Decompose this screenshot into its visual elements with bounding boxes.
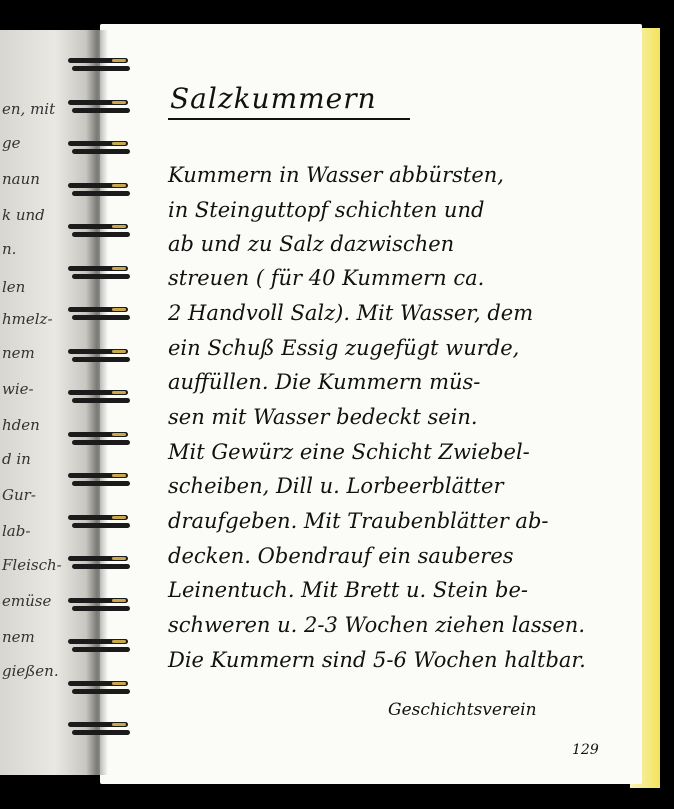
recipe-line: schweren u. 2-3 Wochen ziehen lassen. <box>168 613 585 637</box>
left-page-text: d in <box>2 450 31 468</box>
spiral-coil <box>68 349 130 363</box>
left-page-text: gießen. <box>2 662 59 680</box>
recipe-line: auffüllen. Die Kummern müs- <box>168 370 481 394</box>
recipe-line: Leinentuch. Mit Brett u. Stein be- <box>168 578 528 602</box>
left-page-text: Gur- <box>2 486 36 504</box>
spiral-coil <box>68 100 130 114</box>
recipe-line: Die Kummern sind 5-6 Wochen haltbar. <box>168 648 586 672</box>
left-page-text: hden <box>2 416 40 434</box>
recipe-line: 2 Handvoll Salz). Mit Wasser, dem <box>168 301 534 325</box>
signature: Geschichtsverein <box>388 700 537 720</box>
recipe-line: in Steinguttopf schichten und <box>168 198 485 222</box>
spiral-coil <box>68 473 130 487</box>
spiral-coil <box>68 58 130 72</box>
spiral-coil <box>68 141 130 155</box>
spiral-coil <box>68 224 130 238</box>
spiral-coil <box>68 598 130 612</box>
left-page-text: hmelz- <box>2 310 53 328</box>
spiral-coil <box>68 266 130 280</box>
spiral-coil <box>68 390 130 404</box>
spiral-coil <box>68 183 130 197</box>
recipe-line: Kummern in Wasser abbürsten, <box>168 163 504 187</box>
left-page-text: k und <box>2 206 45 224</box>
left-page-text: len <box>2 278 26 296</box>
recipe-line: streuen ( für 40 Kummern ca. <box>168 266 485 290</box>
recipe-line: ab und zu Salz dazwischen <box>168 232 455 256</box>
page-number: 129 <box>572 742 599 758</box>
recipe-line: sen mit Wasser bedeckt sein. <box>168 405 478 429</box>
recipe-line: Mit Gewürz eine Schicht Zwiebel- <box>168 440 530 464</box>
spiral-coil <box>68 722 130 736</box>
left-page-text: en, mit <box>2 100 56 118</box>
left-page-text: wie- <box>2 380 34 398</box>
left-page-text: emüse <box>2 592 52 610</box>
left-page-text: lab- <box>2 522 31 540</box>
spiral-coil <box>68 515 130 529</box>
left-page-text: nem <box>2 628 35 646</box>
left-page-text: n. <box>2 240 17 258</box>
left-page-text: naun <box>2 170 40 188</box>
recipe-title: Salzkummern <box>170 82 377 115</box>
title-underline <box>168 118 410 120</box>
recipe-line: ein Schuß Essig zugefügt wurde, <box>168 336 520 360</box>
left-page-text: nem <box>2 344 35 362</box>
recipe-line: decken. Obendrauf ein sauberes <box>168 544 514 568</box>
left-page-text: Fleisch- <box>2 556 62 574</box>
recipe-line: scheiben, Dill u. Lorbeerblätter <box>168 474 504 498</box>
recipe-line: draufgeben. Mit Traubenblätter ab- <box>168 509 549 533</box>
spiral-coil <box>68 681 130 695</box>
spiral-coil <box>68 556 130 570</box>
spiral-coil <box>68 432 130 446</box>
spiral-coil <box>68 639 130 653</box>
spiral-coil <box>68 307 130 321</box>
left-page-text: ge <box>2 134 21 152</box>
